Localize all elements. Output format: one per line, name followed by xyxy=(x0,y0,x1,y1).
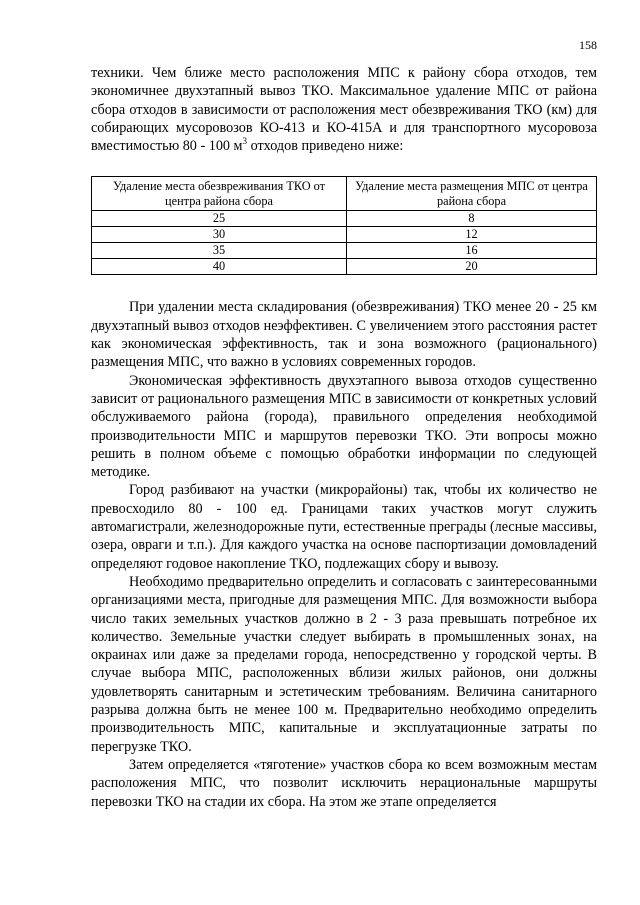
table-row xyxy=(92,227,597,243)
column-header-station-distance: Удаление места размещения МПС от центра района сбора xyxy=(347,177,597,211)
page-content xyxy=(91,64,597,811)
paragraph-intro xyxy=(91,64,597,155)
table-cell: 25 xyxy=(92,211,347,227)
table-row xyxy=(92,259,597,275)
table-cell: 40 xyxy=(92,259,347,275)
table-cell: 20 xyxy=(347,259,597,275)
paragraph-efficiency-threshold: При удалении места складирования (обезвреживания) ТКО менее 20 - 25 км двухэтапный вывоз отходов неэффективен. С увеличением этого расстояния растет как экономическая эффективность, так и зона возможного (рационального) размещения МПС, что важно в условиях современных городов. xyxy=(91,299,597,371)
paragraph-city-division: Город разбивают на участки (микрорайоны) так, чтобы их количество не превосходило 80 - 100 ед. Границами таких участков могут служить автомагистрали, железнодорожные пути, естественные преграды (лесные массивы, озера, овраги и т.п.). Для каждого участка на основе паспортизации домовладений определяют годовое накопление ТКО, подлежащих сбору и вывозу. xyxy=(91,482,597,572)
distance-table xyxy=(91,176,597,275)
table-cell: 35 xyxy=(92,243,347,259)
paragraph-economic-efficiency: Экономическая эффективность двухэтапного вывоза отходов существенно зависит от рационального размещения МПС в зависимости от конкретных условий обслуживаемого района (города), правильного определения необходимой производительности МПС и маршрутов перевозки ТКО. Эти вопросы можно решить в полном объеме с помощью обработки информации по следующей методике. xyxy=(91,372,597,481)
table-row xyxy=(92,243,597,259)
table-header-row xyxy=(92,177,597,211)
table-cell: 12 xyxy=(347,227,597,243)
superscript-cubic: 3 xyxy=(242,136,248,147)
table-row xyxy=(92,211,597,227)
table-cell: 8 xyxy=(347,211,597,227)
paragraph-intro-tail: отходов приведено ниже: xyxy=(247,138,404,155)
page-number: 158 xyxy=(579,38,597,52)
paragraph-intro-text: техники. Чем ближе место расположения МПС к району сбора отходов, тем экономичнее двухэтапный вывоз ТКО. Максимальное удаление МПС от района сбора отходов в зависимости от расположения мест обезвреживания ТКО (км) для собирающих мусоровозов КО-413 и КО-415А и для транспортного мусоровоза вместимостью 80 - 100 м xyxy=(91,65,597,155)
table-cell: 30 xyxy=(92,227,347,243)
column-header-disposal-distance: Удаление места обезвреживания ТКО от центра района сбора xyxy=(92,177,347,211)
paragraph-gravitation: Затем определяется «тяготение» участков сбора ко всем возможным местам расположения МПС, что позволит исключить нерациональные маршруты перевозки ТКО на стадии их сбора. На этом же этапе определяется xyxy=(91,756,597,810)
table-cell: 16 xyxy=(347,243,597,259)
paragraph-site-selection: Необходимо предварительно определить и согласовать с заинтересованными организациями места, пригодные для размещения МПС. Для возможности выбора число таких земельных участков должно в 2 - 3 раза превышать потребное их количество. Земельные участки следует выбирать в промышленных зонах, на окраинах или даже за пределами города, непосредственно у городской черты. В случае выбора МПС, расположенных вблизи жилых районов, они должны удовлетворять санитарным и эстетическим требованиям. Величина санитарного разрыва должна быть не менее 100 м. Предварительно необходимо определить производительность МПС, капитальные и эксплуатационные затраты по перегрузке ТКО. xyxy=(91,573,597,755)
